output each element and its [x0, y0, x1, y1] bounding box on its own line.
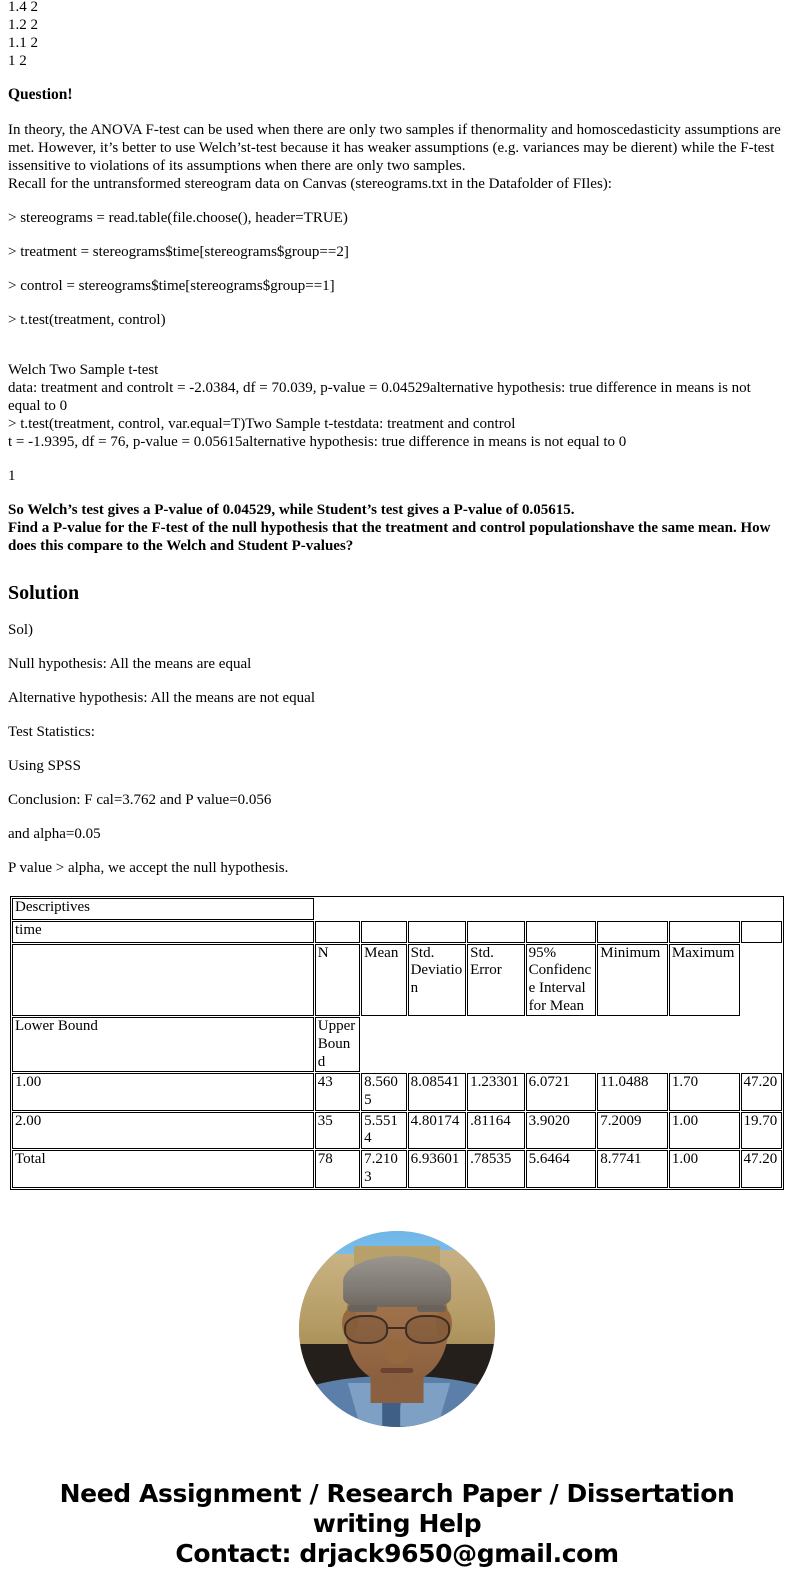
- solution-test-statistics: Test Statistics:: [8, 723, 95, 740]
- output-welch-title: Welch Two Sample t-test: [8, 361, 159, 378]
- data-line: 1 2: [8, 53, 27, 69]
- table-row: [12, 1150, 782, 1187]
- table-header-empty: [12, 944, 314, 1017]
- avatar-eyebrow-left: [348, 1305, 377, 1312]
- table-row-title: [12, 898, 782, 920]
- solution-sol-label: Sol): [8, 621, 34, 638]
- avatar-eyebrow-right: [417, 1305, 446, 1312]
- data-line: 1.2 2: [8, 17, 38, 33]
- data-listing: [8, 0, 786, 70]
- table-cell-maximum: 19.70: [741, 1112, 782, 1149]
- solution-conclusion: Conclusion: F cal=3.762 and P value=0.056: [8, 791, 272, 808]
- table-cell-std-error: .81164: [467, 1112, 525, 1149]
- solution-null-hypothesis: Null hypothesis: All the means are equal: [8, 655, 252, 672]
- solution-decision: P value > alpha, we accept the null hypothesis.: [8, 859, 289, 876]
- table-blank-cell: [361, 921, 406, 943]
- table-blank-cell: [408, 921, 467, 943]
- table-blank-cell: [315, 921, 360, 943]
- solution-heading: Solution: [8, 581, 80, 604]
- table-upper-bound-label: Upper Bound: [315, 1017, 360, 1072]
- promo-line-2: Contact: drjack9650@gmail.com: [175, 1538, 619, 1568]
- table-header-mean: Mean: [361, 944, 406, 1017]
- table-cell-std-deviation: 8.08541: [408, 1073, 467, 1110]
- table-row-bounds: [12, 1017, 782, 1072]
- table-blank-cell: [669, 921, 740, 943]
- output-welch-stats: data: treatment and controlt = -2.0384, df = 70.039, p-value = 0.04529alternative hypothesis: true difference in means is not equal to 0: [8, 379, 751, 414]
- table-header-maximum: Maximum: [669, 944, 740, 1017]
- task-prompt-line: Find a P-value for the F-test of the null hypothesis that the treatment and control populationshave the same mean. How does this compare to the Welch and Student P-values?: [8, 519, 771, 554]
- table-blank-cell: [467, 921, 525, 943]
- table-title-cell: Descriptives: [12, 898, 314, 920]
- table-blank-cell: [597, 921, 668, 943]
- table-cell-minimum: 1.00: [669, 1112, 740, 1149]
- question-heading: Question!: [8, 86, 73, 103]
- table-header-n: N: [315, 944, 360, 1017]
- table-cell-ci-lower: 5.6464: [526, 1150, 597, 1187]
- avatar-nose: [386, 1340, 408, 1364]
- table-cell-mean: 8.5605: [361, 1073, 406, 1110]
- table-cell-minimum: 1.00: [669, 1150, 740, 1187]
- avatar-hair: [343, 1256, 451, 1307]
- table-bounds-filler: [361, 1017, 782, 1072]
- avatar-mouth: [380, 1368, 413, 1373]
- table-cell-n: 78: [315, 1150, 360, 1187]
- table-cell-n: 43: [315, 1073, 360, 1110]
- solution-alt-hypothesis: Alternative hypothesis: All the means are not equal: [8, 689, 316, 706]
- table-header-std-error: Std. Error: [467, 944, 525, 1017]
- spss-descriptives-table: [10, 896, 784, 1190]
- table-cell-minimum: 1.70: [669, 1073, 740, 1110]
- output-student-stats: t = -1.9395, df = 76, p-value = 0.05615alternative hypothesis: true difference in means is not equal to 0: [8, 433, 627, 450]
- table-cell-maximum: 47.20: [741, 1073, 782, 1110]
- table-cell-n: 35: [315, 1112, 360, 1149]
- table-cell-ci-upper: 8.7741: [597, 1150, 668, 1187]
- spacer: [8, 329, 786, 345]
- table-cell-maximum: 47.20: [741, 1150, 782, 1187]
- table-lower-bound-label: Lower Bound: [12, 1017, 314, 1072]
- solution-using-spss: Using SPSS: [8, 757, 81, 774]
- table-cell-std-error: 1.23301: [467, 1073, 525, 1110]
- table-header-filler: [741, 944, 782, 1017]
- table-row-headers: [12, 944, 782, 1017]
- code-line-ttest: > t.test(treatment, control): [8, 311, 166, 328]
- code-line-read-table: > stereograms = read.table(file.choose(), header=TRUE): [8, 209, 348, 226]
- table-cell-std-deviation: 4.80174: [408, 1112, 467, 1149]
- table-blank-cell: [741, 921, 782, 943]
- table-cell-group: 1.00: [12, 1073, 314, 1110]
- table-cell-std-deviation: 6.93601: [408, 1150, 467, 1187]
- code-line-control: > control = stereograms$time[stereograms$group==1]: [8, 277, 335, 294]
- table-cell-ci-upper: 11.0488: [597, 1073, 668, 1110]
- table-cell-mean: 7.2103: [361, 1150, 406, 1187]
- promo-line-1: Need Assignment / Research Paper / Dissertation writing Help: [59, 1478, 735, 1538]
- page-number: 1: [8, 467, 16, 484]
- question-body: In theory, the ANOVA F-test can be used when there are only two samples if thenormality and homoscedasticity assumptions are met. However, it’s better to use Welch’st-test because it has weaker assumptions (e.g. variances may be dierent) while the F-test issensitive to violations of its assumptions when there are only two samples.: [8, 121, 781, 174]
- table-cell-mean: 5.5514: [361, 1112, 406, 1149]
- table-header-confidence-interval: 95% Confidence Interval for Mean: [526, 944, 597, 1017]
- avatar-lens-left: [344, 1315, 388, 1344]
- table-cell-ci-lower: 3.9020: [526, 1112, 597, 1149]
- table-cell-ci-upper: 7.2009: [597, 1112, 668, 1149]
- pvalue-summary-line: So Welch’s test gives a P-value of 0.04529, while Student’s test gives a P-value of 0.05615.: [8, 501, 575, 518]
- table-row: [12, 1112, 782, 1149]
- data-line: 1.1 2: [8, 35, 38, 51]
- table-row-variable: [12, 921, 782, 943]
- table-cell-group: 2.00: [12, 1112, 314, 1149]
- table-cell-group: Total: [12, 1150, 314, 1187]
- table-blank-cell: [526, 921, 597, 943]
- table-header-std-deviation: Std. Deviation: [408, 944, 467, 1017]
- output-student-call: > t.test(treatment, control, var.equal=T)Two Sample t-testdata: treatment and control: [8, 415, 516, 432]
- data-line: 1.4 2: [8, 0, 38, 15]
- avatar-lens-right: [405, 1315, 449, 1344]
- table-title-filler: [315, 898, 782, 920]
- solution-alpha: and alpha=0.05: [8, 825, 101, 842]
- table-header-minimum: Minimum: [597, 944, 668, 1017]
- table-variable-cell: time: [12, 921, 314, 943]
- avatar-glasses-bridge: [389, 1327, 406, 1330]
- table-cell-ci-lower: 6.0721: [526, 1073, 597, 1110]
- spss-descriptives-table-wrap: [8, 896, 786, 1190]
- table-cell-std-error: .78535: [467, 1150, 525, 1187]
- avatar: [299, 1231, 495, 1427]
- promo-footer: [8, 1479, 786, 1569]
- table-row: [12, 1073, 782, 1110]
- code-line-treatment: > treatment = stereograms$time[stereograms$group==2]: [8, 243, 349, 260]
- recall-line: Recall for the untransformed stereogram data on Canvas (stereograms.txt in the Datafolder of FIles):: [8, 175, 612, 192]
- avatar-container: [8, 1231, 786, 1427]
